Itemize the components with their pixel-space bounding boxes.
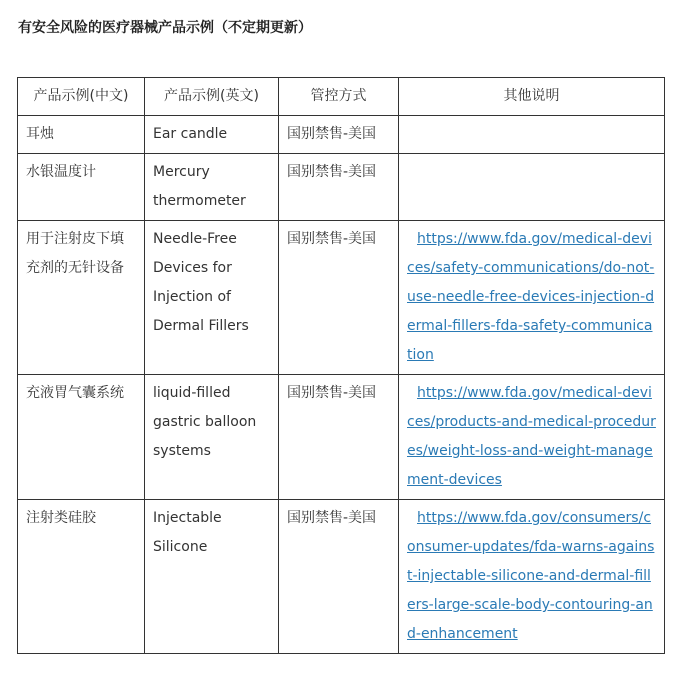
fda-reference-link[interactable]: https://www.fda.gov/consumers/consumer-updates/fda-warns-against-injectable-silicone-and-dermal-fillers-large-scale-body-contouring-and-enhancement — [407, 510, 655, 642]
table-row — [18, 116, 665, 154]
cell-name-cn: 耳烛 — [18, 116, 145, 154]
cell-control: 国别禁售-美国 — [279, 116, 399, 154]
cell-note — [399, 500, 665, 654]
cell-note — [399, 221, 665, 375]
cell-name-en: Mercury thermometer — [145, 154, 279, 221]
column-header-name-cn: 产品示例(中文) — [18, 78, 145, 116]
table-row — [18, 375, 665, 500]
column-header-name-en: 产品示例(英文) — [145, 78, 279, 116]
column-header-note: 其他说明 — [399, 78, 665, 116]
table-header-row — [18, 78, 665, 116]
cell-name-en: Ear candle — [145, 116, 279, 154]
cell-note — [399, 375, 665, 500]
fda-reference-link[interactable]: https://www.fda.gov/medical-devices/safety-communications/do-not-use-needle-free-devices-injection-dermal-fillers-fda-safety-communication — [407, 231, 655, 363]
product-table — [17, 77, 665, 654]
cell-note — [399, 116, 665, 154]
table-row — [18, 221, 665, 375]
cell-name-en: Injectable Silicone — [145, 500, 279, 654]
cell-name-cn: 充液胃气囊系统 — [18, 375, 145, 500]
page-title: 有安全风险的医疗器械产品示例（不定期更新） — [18, 20, 312, 36]
cell-control: 国别禁售-美国 — [279, 154, 399, 221]
cell-name-cn: 用于注射皮下填充剂的无针设备 — [18, 221, 145, 375]
cell-name-en: Needle-Free Devices for Injection of Dermal Fillers — [145, 221, 279, 375]
cell-control: 国别禁售-美国 — [279, 500, 399, 654]
cell-name-en: liquid-filled gastric balloon systems — [145, 375, 279, 500]
column-header-control: 管控方式 — [279, 78, 399, 116]
cell-control: 国别禁售-美国 — [279, 375, 399, 500]
fda-reference-link[interactable]: https://www.fda.gov/medical-devices/products-and-medical-procedures/weight-loss-and-weight-management-devices — [407, 385, 656, 488]
cell-note — [399, 154, 665, 221]
table-row — [18, 500, 665, 654]
cell-name-cn: 注射类硅胶 — [18, 500, 145, 654]
cell-control: 国别禁售-美国 — [279, 221, 399, 375]
table-row — [18, 154, 665, 221]
cell-name-cn: 水银温度计 — [18, 154, 145, 221]
